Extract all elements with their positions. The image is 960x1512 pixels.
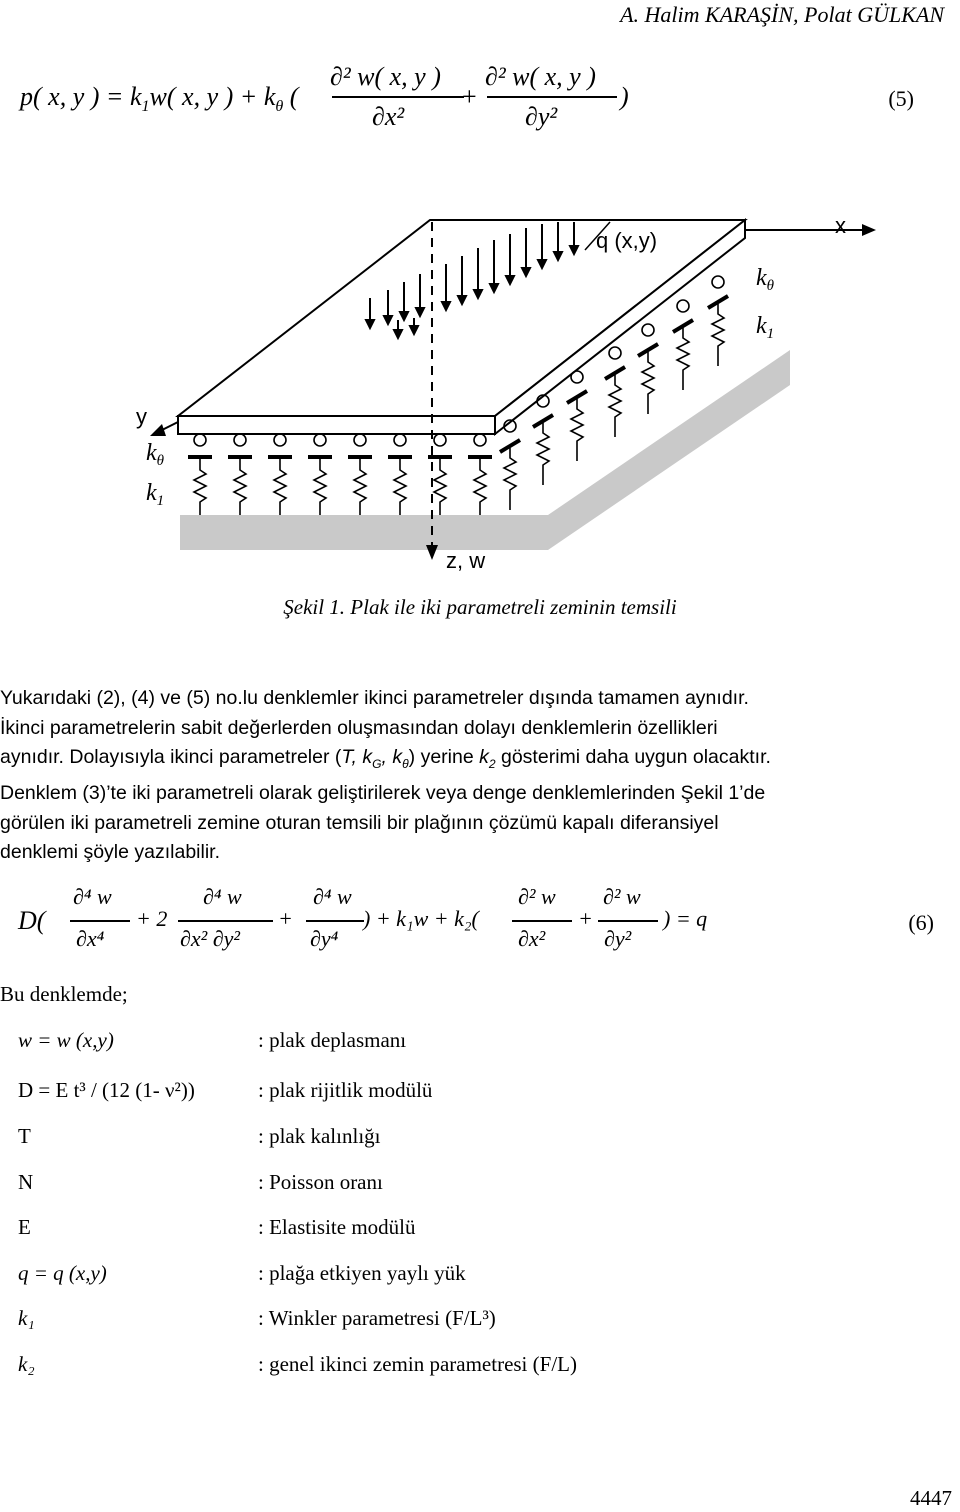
eq5-fraction-bar-1 xyxy=(332,96,464,98)
eq6-bar-3 xyxy=(306,920,364,922)
eq6-plus-b: + xyxy=(578,906,593,931)
equation-6 xyxy=(18,880,948,970)
eq6-D: D( xyxy=(18,906,46,935)
plate-on-foundation-figure xyxy=(0,170,960,590)
body-paragraph xyxy=(0,684,950,868)
eq6-t1-den: ∂x⁴ xyxy=(76,926,105,951)
equation-5 xyxy=(20,58,940,148)
eq6-t2-num: ∂⁴ w xyxy=(203,884,242,909)
x-axis-label: x xyxy=(835,213,846,238)
paragraph-line: görülen iki parametreli zemine oturan temsili bir plağının çözümü kapalı diferansiyel xyxy=(0,811,719,834)
eq5-numerator-1: ∂² w( x, y ) xyxy=(330,62,441,91)
side-ktheta-label: $k_\theta$ xyxy=(756,265,775,294)
eq6-mid: ) + k₁w + k₂( xyxy=(363,906,479,931)
eq6-t4-den: ∂x² xyxy=(518,926,546,951)
eq6-bar-1 xyxy=(70,920,130,922)
side-k1-label: $k_1$ xyxy=(756,313,775,342)
eq6-t3-den: ∂y⁴ xyxy=(310,926,339,951)
paragraph-line: denklemi şöyle yazılabilir. xyxy=(0,841,221,864)
eq6-t3-num: ∂⁴ w xyxy=(313,884,352,909)
eq5-fraction-bar-2 xyxy=(487,96,617,98)
plate-top-face xyxy=(178,220,745,416)
front-k1-label: $k_1$ xyxy=(146,480,165,509)
eq5-denominator-2: ∂y² xyxy=(525,102,558,131)
x-axis-arrow xyxy=(862,224,876,236)
figure-caption: Şekil 1. Plak ile iki parametreli zeminin temsili xyxy=(283,595,677,619)
front-springs xyxy=(188,434,492,515)
eq5-lhs: p( x, y ) = $k_1w$( x, y ) + $k_\theta$ ( xyxy=(20,82,299,116)
definitions-intro: Bu denklemde; xyxy=(0,982,128,1006)
running-header: A. Halim KARAŞİN, Polat GÜLKAN xyxy=(620,2,944,27)
z-axis-arrow xyxy=(426,545,438,560)
eq6-t5-den: ∂y² xyxy=(604,926,632,951)
y-axis-label: y xyxy=(136,404,147,429)
eq6-t1-num: ∂⁴ w xyxy=(73,884,112,909)
eq6-bar-2 xyxy=(178,920,273,922)
eq5-numerator-2: ∂² w( x, y ) xyxy=(485,62,596,91)
eq6-t5-num: ∂² w xyxy=(603,884,641,909)
eq5-close: ) xyxy=(620,82,629,111)
eq5-denominator-1: ∂x² xyxy=(372,102,405,131)
eq6-t2-den: ∂x² ∂y² xyxy=(180,926,240,951)
load-label: q (x,y) xyxy=(596,228,658,253)
eq6-bar-4 xyxy=(512,920,572,922)
paragraph-line: Denklem (3)’te iki parametreli olarak geliştirilerek veya denge denklemlerinden Şekil 1’de xyxy=(0,782,766,805)
page-number: 4447 xyxy=(910,1486,952,1510)
plate-front-face xyxy=(178,416,495,434)
eq5-number: (5) xyxy=(888,86,914,111)
eq6-plus: + xyxy=(278,906,293,931)
front-ktheta-label: $k_\theta$ xyxy=(146,440,165,469)
eq6-bar-5 xyxy=(598,920,658,922)
eq5-plus: + xyxy=(462,82,477,111)
eq6-plus2: + 2 xyxy=(136,906,168,931)
paragraph-line: aynıdır. Dolayısıyla ikinci parametreler (T, $k_G$, $k_\theta$) yerine $k_2$ gösterimi daha uygun olacaktır. xyxy=(0,746,771,771)
y-axis-arrow xyxy=(150,424,166,436)
paragraph-line: İkinci parametrelerin sabit değerlerden oluşmasından dolayı denklemlerin özellikleri xyxy=(0,716,718,739)
z-axis-label: z, w xyxy=(446,548,486,573)
eq6-number: (6) xyxy=(908,910,934,935)
paragraph-line: Yukarıdaki (2), (4) ve (5) no.lu denklemler ikinci parametreler dışında tamamen aynıdır. xyxy=(0,687,749,709)
eq6-t4-num: ∂² w xyxy=(518,884,556,909)
eq6-end: ) = q xyxy=(663,906,708,931)
